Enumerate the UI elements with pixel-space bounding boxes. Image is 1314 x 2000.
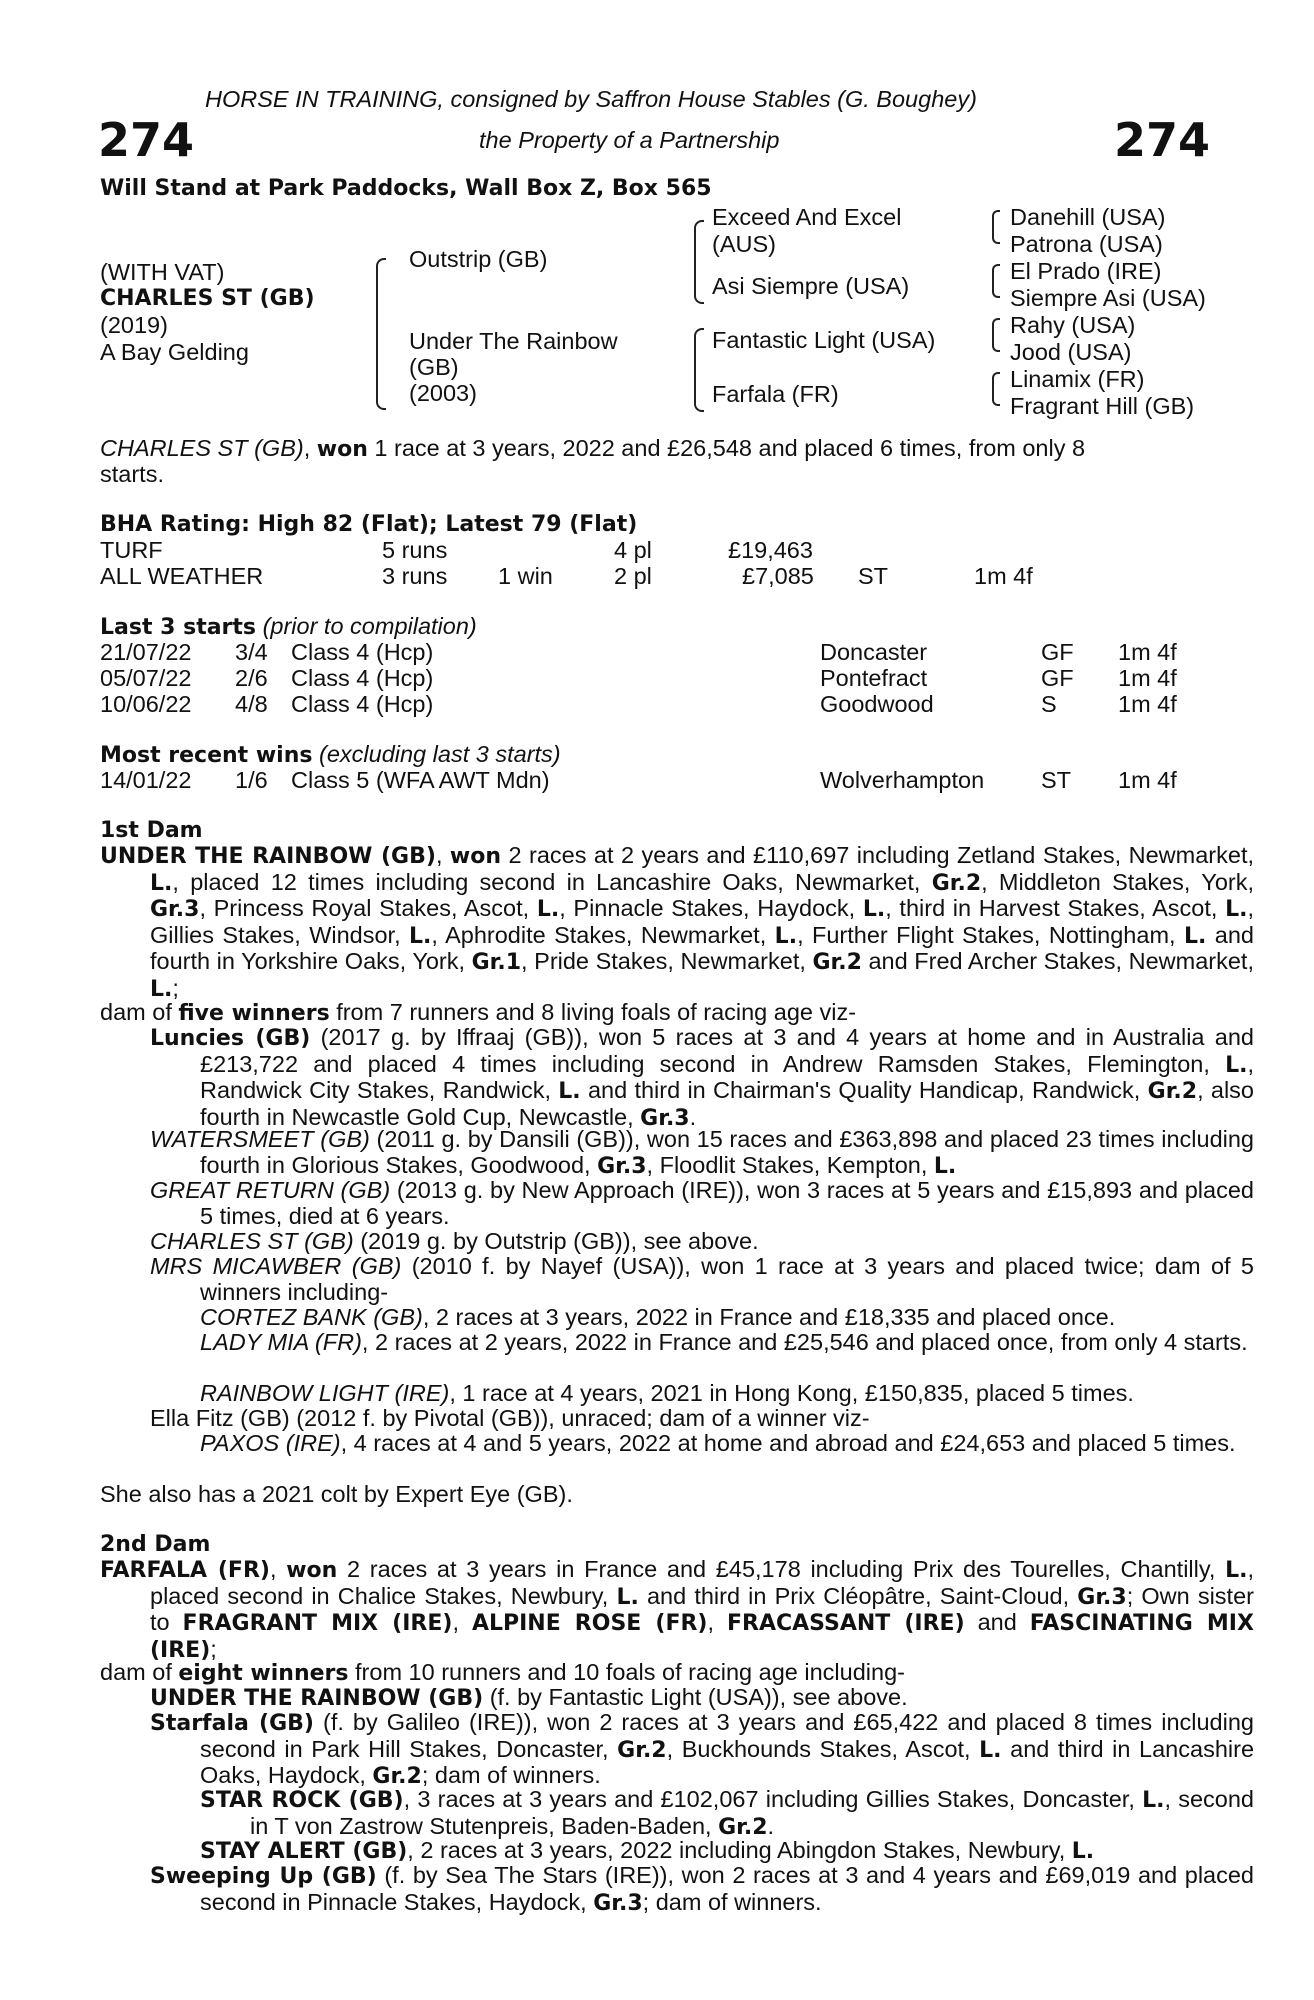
produce-text: , 3 races at 3 years and £102,067 including Gillies Stakes, Doncaster, [403, 1786, 1143, 1812]
listed-mark: L. [1071, 1839, 1095, 1864]
lot-number-right: 274 [1114, 113, 1211, 167]
produce-text: . [689, 1103, 697, 1130]
dam2-text: and [964, 1609, 1030, 1636]
last3-note: (prior to compilation) [262, 613, 477, 639]
start-distance: 1m 4f [1118, 639, 1177, 665]
rating-prize: £19,463 [728, 537, 813, 563]
pedigree-brace-main [376, 258, 386, 410]
group-mark: Gr.2 [812, 950, 862, 976]
produce-name: LADY MIA (FR) [200, 1329, 362, 1355]
dam1-text: and Fred Archer Stakes, Newmarket, [861, 948, 1254, 975]
start-distance: 1m 4f [1118, 691, 1177, 717]
dam2-record: FARFALA (FR), won 2 races at 3 years in France and £45,178 including Prix des Tourelles, Chantilly, L., placed second in Chalice Stakes, Newbury, L. and third in Prix Cléopâtre, Saint-Cloud, Gr.3; Own sister to FRAGRANT MIX (IRE), ALPINE ROSE (FR), FRACASSANT (IRE) and FASCINATING MIX (IRE); [100, 1556, 1254, 1663]
produce-text: , second in T von Zastrow Stutenpreis, Baden-Baden, [250, 1786, 1254, 1839]
produce-name: RAINBOW LIGHT (IRE) [200, 1380, 450, 1406]
pedigree-dam-sire: Fantastic Light (USA) [712, 327, 936, 353]
summary-horse-name: CHARLES ST (GB) [100, 435, 304, 461]
start-going: GF [1041, 665, 1074, 691]
dam1-heading: 1st Dam [100, 818, 203, 843]
pedigree-dam-line2: (GB) [409, 354, 459, 380]
start-course: Pontefract [820, 665, 928, 691]
dam1-text: , third in Harvest Stakes, Ascot, [885, 895, 1226, 922]
listed-mark: L. [862, 897, 886, 923]
pedigree-brace-sd [992, 264, 1000, 298]
dam1-name: UNDER THE RAINBOW (GB) [100, 844, 436, 869]
dam1-text: , Pinnacle Stakes, Haydock, [559, 895, 863, 922]
produce-text: ; dam of winners. [421, 1762, 601, 1789]
start-class: Class 4 (Hcp) [291, 639, 434, 665]
group-mark: Gr.2 [617, 1737, 667, 1763]
rating-going: ST [858, 563, 889, 589]
produce-mrs-micawber [150, 1254, 1254, 1305]
produce-text: and third in Chairman's Quality Handicap, Randwick, [580, 1077, 1148, 1104]
summary-won: won [316, 437, 368, 462]
sibling-name: ALPINE ROSE (FR) [471, 1611, 708, 1637]
produce-text: , 1 race at 4 years, 2021 in Hong Kong, £150,835, placed 5 times. [449, 1380, 1134, 1406]
recent-title: Most recent wins [100, 743, 313, 768]
dam2-heading: 2nd Dam [100, 1532, 211, 1557]
produce-text: , 2 races at 3 years, 2022 including Abingdon Stakes, Newbury, [407, 1837, 1072, 1863]
produce-text: , 2 races at 2 years, 2022 in France and £25,546 and placed once, from only 4 starts. [361, 1329, 1248, 1355]
produce-name: CORTEZ BANK (GB) [200, 1304, 423, 1330]
pedigree-g3-4: Siempre Asi (USA) [1010, 285, 1206, 311]
produce-text: (f. by Fantastic Light (USA)), see above. [483, 1684, 908, 1710]
last3-title: Last 3 starts [100, 615, 257, 640]
stand-location: Will Stand at Park Paddocks, Wall Box Z, Box 565 [100, 176, 712, 201]
listed-mark: L. [774, 923, 798, 949]
produce-name: CHARLES ST (GB) [150, 1228, 354, 1254]
bha-rating-title: BHA Rating: High 82 (Flat); Latest 79 (Flat) [100, 512, 638, 537]
start-distance: 1m 4f [1118, 665, 1177, 691]
produce-text: (2017 g. by Iffraaj (GB)), won 5 races at 3 and 4 years at home and in Australia and £213,722 and placed 4 times including second in Andrew Ramsden Stakes, Flemington, [200, 1024, 1254, 1077]
rating-surface: ALL WEATHER [100, 563, 264, 589]
produce-name: STAY ALERT (GB) [200, 1839, 408, 1864]
race-summary-cont: starts. [100, 461, 164, 487]
produce-name: Luncies (GB) [150, 1026, 311, 1051]
produce-name: MRS MICAWBER (GB) [150, 1253, 402, 1279]
recent-title-line [100, 742, 561, 769]
produce-text: , Randwick City Stakes, Randwick, [200, 1050, 1254, 1104]
start-date: 10/06/22 [100, 691, 192, 717]
pedigree-sire-dam: Asi Siempre (USA) [712, 273, 910, 299]
pedigree-dam-dam: Farfala (FR) [712, 381, 839, 407]
listed-mark: L. [409, 923, 432, 949]
pedigree-brace-ds [992, 318, 1000, 352]
listed-mark: L. [1225, 897, 1248, 923]
horse-year: (2019) [100, 312, 168, 338]
dam1-won: won [449, 844, 502, 869]
pedigree-brace-ss [992, 210, 1000, 244]
rating-runs: 3 runs [382, 563, 448, 589]
listed-mark: L. [150, 870, 173, 896]
dam2-text: from 10 runners and 10 foals of racing age including- [348, 1659, 905, 1685]
rating-surface: TURF [100, 537, 163, 563]
group-mark: Gr.2 [1147, 1079, 1198, 1105]
produce-name: PAXOS (IRE) [200, 1430, 341, 1456]
start-course: Goodwood [820, 691, 934, 717]
start-position: 2/6 [235, 665, 268, 691]
group-mark: Gr.2 [718, 1814, 768, 1840]
produce-text: , 4 races at 4 and 5 years, 2022 at home and abroad and £24,653 and placed 5 times. [340, 1430, 1236, 1456]
start-class: Class 4 (Hcp) [291, 665, 434, 691]
pedigree-brace-sire [694, 220, 704, 304]
pedigree-brace-dam [694, 328, 704, 412]
produce-name: WATERSMEET (GB) [150, 1126, 370, 1152]
start-class: Class 4 (Hcp) [291, 691, 434, 717]
produce-text: , Buckhounds Stakes, Ascot, [666, 1735, 980, 1762]
grandproduce-paxos [200, 1431, 1254, 1457]
produce-text: (2013 g. by New Approach (IRE)), won 3 races at 5 years and £15,893 and placed 5 times, died at 6 years. [200, 1177, 1254, 1229]
pedigree-g3-5: Rahy (USA) [1010, 312, 1136, 338]
win-class: Class 5 (WFA AWT Mdn) [291, 767, 550, 793]
dam1-text: , Princess Royal Stakes, Ascot, [199, 895, 537, 922]
dam2-text: 2 races at 3 years in France and £45,178 including Prix des Tourelles, Chantilly, [337, 1556, 1226, 1582]
group-mark: Gr.3 [150, 897, 200, 923]
start-position: 4/8 [235, 691, 268, 717]
group-mark: Gr.1 [471, 950, 522, 976]
listed-mark: L. [616, 1584, 639, 1610]
pedigree-g3-3: El Prado (IRE) [1010, 258, 1162, 284]
lot-number-left: 274 [98, 113, 195, 167]
dam1-text: , Further Flight Stakes, Nottingham, [797, 921, 1184, 948]
listed-mark: L. [933, 1153, 957, 1179]
rating-runs: 5 runs [382, 537, 448, 563]
last3-title-line [100, 614, 477, 641]
pedigree-g3-8: Fragrant Hill (GB) [1010, 393, 1195, 419]
listed-mark: L. [1142, 1788, 1165, 1813]
produce-text: , Floodlit Stakes, Kempton, [646, 1151, 934, 1178]
grandproduce-stay-alert [200, 1838, 1204, 1865]
grandproduce-rainbow-light [200, 1381, 1204, 1407]
pedigree-sire-sire-1: Exceed And Excel [712, 204, 902, 230]
produce-ella-fitz: Ella Fitz (GB) (2012 f. by Pivotal (GB)), unraced; dam of a winner viz- [150, 1405, 870, 1431]
produce-charles-st [150, 1229, 1204, 1255]
listed-mark: L. [1225, 1558, 1248, 1583]
rating-distance: 1m 4f [974, 563, 1033, 589]
pedigree-sire: Outstrip (GB) [409, 246, 548, 272]
listed-mark: L. [1183, 923, 1207, 949]
recent-note: (excluding last 3 starts) [319, 741, 561, 767]
produce-text: (2019 g. by Outstrip (GB)), see above. [353, 1228, 759, 1254]
produce-watersmeet [150, 1127, 1254, 1179]
winners-count: eight winners [178, 1661, 349, 1686]
horse-name: CHARLES ST (GB) [100, 286, 315, 311]
dam1-record: UNDER THE RAINBOW (GB), won 2 races at 2 years and £110,697 including Zetland Stakes, Newmarket, L., placed 12 times including second in Lancashire Oaks, Newmarket, Gr.2, Middleton Stakes, York, Gr.3, Princess Royal Stakes, Ascot, L., Pinnacle Stakes, Haydock, L., third in Harvest Stakes, Ascot, L., Gillies Stakes, Windsor, L., Aphrodite Stakes, Newmarket, L., Further Flight Stakes, Nottingham, L. and fourth in Yorkshire Oaks, York, Gr.1, Pride Stakes, Newmarket, Gr.2 and Fred Archer Stakes, Newmarket, L.; [100, 842, 1255, 1002]
dam2-text: ; [210, 1635, 217, 1662]
dam1-also: She also has a 2021 colt by Expert Eye (GB). [100, 1481, 573, 1507]
produce-name: GREAT RETURN (GB) [150, 1177, 391, 1203]
listed-mark: L. [979, 1737, 1002, 1763]
win-date: 14/01/22 [100, 767, 192, 793]
dam1-text: , Gillies Stakes, Windsor, [150, 895, 1254, 948]
produce-name: Starfala (GB) [150, 1711, 314, 1736]
dam2-text: , [707, 1609, 727, 1636]
rating-wins: 1 win [498, 563, 553, 589]
produce-starfala [150, 1710, 1254, 1790]
pedigree-g3-6: Jood (USA) [1010, 339, 1132, 365]
produce-text: ; dam of winners. [642, 1888, 822, 1915]
consignment-line: HORSE IN TRAINING, consigned by Saffron House Stables (G. Boughey) [205, 86, 977, 112]
dam2-text: ; Own sister to [150, 1582, 1254, 1636]
win-course: Wolverhampton [820, 767, 985, 793]
produce-text: (f. by Sea The Stars (IRE)), won 2 races at 3 and 4 years and £69,019 and placed second in Pinnacle Stakes, Haydock, [200, 1862, 1255, 1915]
start-going: S [1041, 691, 1057, 717]
winners-count: five winners [178, 1001, 330, 1026]
rating-placed: 4 pl [614, 537, 652, 563]
pedigree-dam-line1: Under The Rainbow [409, 328, 618, 354]
produce-luncies [150, 1025, 1254, 1131]
dam1-text: from 7 runners and 8 living foals of racing age viz- [329, 999, 857, 1025]
dam1-text: ; [172, 974, 179, 1001]
win-going: ST [1041, 767, 1072, 793]
group-mark: Gr.3 [593, 1890, 643, 1916]
pedigree-g3-7: Linamix (FR) [1010, 366, 1145, 392]
dam2-text: dam of [100, 1659, 179, 1685]
sibling-name: FRACASSANT (IRE) [726, 1611, 965, 1637]
start-position: 3/4 [235, 639, 268, 665]
race-summary: CHARLES ST (GB), won 1 race at 3 years, 2022 and £26,548 and placed 6 times, from only 8 [100, 435, 1086, 462]
dam2-produce-summary [100, 1660, 1204, 1687]
dam1-text: dam of [100, 999, 179, 1025]
grandproduce-star-rock [200, 1787, 1254, 1840]
dam2-text: , [452, 1609, 472, 1636]
produce-text: . [767, 1812, 775, 1839]
dam2-name: FARFALA (FR) [100, 1558, 270, 1583]
rating-placed: 2 pl [614, 563, 652, 589]
dam1-text: , placed 12 times including second in Lancashire Oaks, Newmarket, [172, 868, 932, 895]
pedigree-brace-dd [992, 372, 1000, 406]
start-course: Doncaster [820, 639, 928, 665]
listed-mark: L. [558, 1079, 581, 1105]
produce-under-the-rainbow [150, 1685, 1204, 1712]
produce-text: and third in Lancashire Oaks, Haydock, [200, 1735, 1255, 1789]
pedigree-g3-2: Patrona (USA) [1010, 231, 1163, 257]
win-distance: 1m 4f [1118, 767, 1177, 793]
group-mark: Gr.3 [1077, 1584, 1127, 1610]
listed-mark: L. [536, 897, 560, 923]
produce-name: STAR ROCK (GB) [200, 1788, 404, 1813]
dam1-produce-summary [100, 1000, 1204, 1027]
vat-note: (WITH VAT) [100, 259, 225, 285]
dam1-text: 2 races at 2 years and £110,697 including Zetland Stakes, Newmarket, [501, 842, 1255, 868]
dam1-text: and fourth in Yorkshire Oaks, York, [150, 921, 1254, 975]
grandproduce-cortez-bank [200, 1305, 1204, 1331]
produce-name: Sweeping Up (GB) [150, 1864, 377, 1889]
dam2-text: and third in Prix Cléopâtre, Saint-Cloud, [638, 1582, 1078, 1609]
group-mark: Gr.2 [931, 870, 982, 896]
start-date: 21/07/22 [100, 639, 192, 665]
produce-text: (2010 f. by Nayef (USA)), won 1 race at 3 years and placed twice; dam of 5 winners including- [200, 1253, 1254, 1305]
start-date: 05/07/22 [100, 665, 192, 691]
produce-text: (2011 g. by Dansili (GB)), won 15 races and £363,898 and placed 23 times including fourth in Glorious Stakes, Goodwood, [200, 1126, 1254, 1178]
dam1-text: , Aphrodite Stakes, Newmarket, [431, 921, 775, 948]
pedigree-sire-sire-2: (AUS) [712, 231, 776, 257]
grandproduce-lady-mia [200, 1330, 1254, 1356]
dam2-text: , placed second in Chalice Stakes, Newbury, [150, 1556, 1254, 1609]
pedigree-g3-1: Danehill (USA) [1010, 204, 1166, 230]
horse-description: A Bay Gelding [100, 339, 249, 365]
dam2-won: won [286, 1558, 338, 1583]
produce-name: UNDER THE RAINBOW (GB) [150, 1686, 484, 1711]
summary-text: 1 race at 3 years, 2022 and £26,548 and placed 6 times, from only 8 [367, 435, 1086, 461]
pedigree-dam-line3: (2003) [409, 380, 477, 406]
produce-text: , 2 races at 3 years, 2022 in France and £18,335 and placed once. [422, 1304, 1116, 1330]
win-position: 1/6 [235, 767, 268, 793]
group-mark: Gr.3 [597, 1153, 647, 1179]
rating-prize: £7,085 [742, 563, 814, 589]
produce-sweeping-up [150, 1863, 1254, 1916]
produce-great-return [150, 1178, 1254, 1229]
start-going: GF [1041, 639, 1074, 665]
listed-mark: L. [150, 976, 173, 1002]
dam1-text: , Middleton Stakes, York, [981, 868, 1254, 895]
sibling-name: FASCINATING MIX (IRE) [150, 1611, 1254, 1663]
group-mark: Gr.3 [640, 1105, 690, 1131]
property-line: the Property of a Partnership [479, 127, 780, 153]
dam1-text: , Pride Stakes, Newmarket, [521, 948, 813, 975]
produce-text: (f. by Galileo (IRE)), won 2 races at 3 years and £65,422 and placed 8 times including second in Park Hill Stakes, Doncaster, [200, 1709, 1254, 1762]
listed-mark: L. [1225, 1052, 1248, 1078]
group-mark: Gr.2 [372, 1764, 422, 1790]
produce-text: , also fourth in Newcastle Gold Cup, Newcastle, [200, 1077, 1255, 1130]
sibling-name: FRAGRANT MIX (IRE) [182, 1611, 453, 1637]
